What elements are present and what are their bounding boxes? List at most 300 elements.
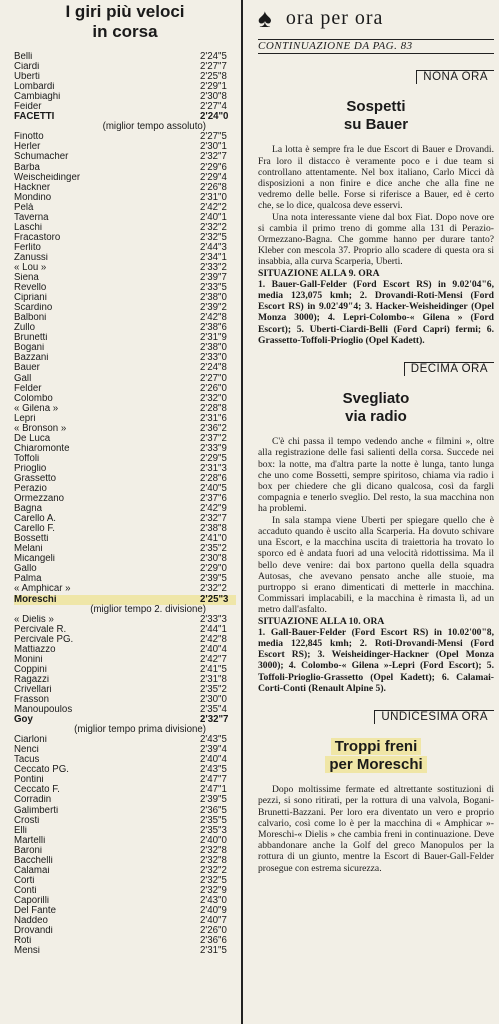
driver-name: Ciardi bbox=[14, 62, 40, 73]
lap-time-row bbox=[14, 564, 236, 574]
lap-time: 2'31"5 bbox=[200, 946, 227, 957]
lap-time: 2'32"8 bbox=[200, 845, 227, 856]
lap-time-row bbox=[14, 906, 236, 916]
lap-time: 2'25"8 bbox=[200, 72, 227, 83]
section-tag-ninth-hour bbox=[258, 70, 494, 84]
driver-name: Fracastoro bbox=[14, 232, 61, 243]
lap-time: 2'42"9 bbox=[200, 504, 227, 515]
lap-time: 2'38"0 bbox=[200, 293, 227, 304]
driver-name: Martelli bbox=[14, 835, 46, 846]
driver-name: Cambiaghi bbox=[14, 92, 61, 103]
lap-time-row bbox=[14, 404, 236, 414]
driver-name: Bagna bbox=[14, 504, 43, 515]
lap-time-row bbox=[14, 183, 236, 193]
driver-name: Baroni bbox=[14, 845, 43, 856]
standings-heading: SITUAZIONE ALLA 10. ORA bbox=[258, 615, 385, 627]
continuation-line: CONTINUAZIONE DA PAG. 83 bbox=[258, 39, 494, 54]
driver-name: Micangeli bbox=[14, 554, 55, 565]
lap-time: 2'29"0 bbox=[200, 564, 227, 575]
driver-name: Del Fante bbox=[14, 905, 56, 916]
section-tag-tenth-hour bbox=[258, 362, 494, 376]
lap-times-column bbox=[14, 2, 236, 956]
driver-name: Balboni bbox=[14, 313, 47, 324]
lap-time-row bbox=[14, 52, 236, 62]
lap-time-row bbox=[14, 444, 236, 454]
driver-name: Carello A. bbox=[14, 514, 56, 525]
driver-name: Toffoli bbox=[14, 453, 40, 464]
lap-time: 2'39"4 bbox=[200, 745, 227, 756]
driver-name: Weischeidinger bbox=[14, 172, 81, 183]
lap-time-row bbox=[14, 625, 236, 635]
lap-time: 2'27"7 bbox=[200, 62, 227, 73]
lap-time-row bbox=[14, 203, 236, 213]
lap-time: 2'37"2 bbox=[200, 433, 227, 444]
driver-name: Schumacher bbox=[14, 152, 69, 163]
lap-times-heading-line-2: in corsa bbox=[92, 22, 158, 41]
lap-time: 2'47"1 bbox=[200, 785, 227, 796]
lap-time: 2'43"5 bbox=[200, 735, 227, 746]
headline-text: Troppi freni bbox=[331, 738, 422, 755]
lap-time-row bbox=[14, 806, 236, 816]
driver-name: Drovandi bbox=[14, 926, 53, 937]
lap-time-row bbox=[14, 695, 236, 705]
lap-time-row bbox=[14, 253, 236, 263]
driver-name: FACETTI bbox=[14, 112, 55, 123]
lap-time-row bbox=[14, 102, 236, 112]
lap-time: 2'33"3 bbox=[200, 614, 227, 625]
lap-time: 2'30"8 bbox=[200, 554, 227, 565]
lap-time: 2'25"3 bbox=[200, 594, 229, 605]
lap-time-row bbox=[14, 765, 236, 775]
lap-times-list bbox=[14, 52, 236, 956]
lap-time-row bbox=[14, 866, 236, 876]
driver-name: Frasson bbox=[14, 695, 49, 705]
lap-times-group-a bbox=[14, 52, 236, 122]
lap-time: 2'36"6 bbox=[200, 936, 227, 947]
lap-time-row bbox=[14, 745, 236, 755]
driver-name: Monini bbox=[14, 654, 43, 665]
driver-name: Revello bbox=[14, 283, 47, 294]
lap-time-row bbox=[14, 946, 236, 956]
driver-name: Pelà bbox=[14, 202, 34, 213]
driver-name: Caporilli bbox=[14, 895, 49, 906]
lap-time: 2'39"7 bbox=[200, 273, 227, 284]
driver-name: Colombo bbox=[14, 393, 53, 404]
lap-times-group-c bbox=[14, 615, 236, 726]
driver-name: Conti bbox=[14, 885, 37, 896]
lap-time: 2'41"0 bbox=[200, 534, 227, 545]
lap-time-row bbox=[14, 434, 236, 444]
driver-name: « Bronson » bbox=[14, 423, 67, 434]
driver-name: Finotto bbox=[14, 132, 44, 143]
lap-time-row bbox=[14, 735, 236, 745]
lap-time-row bbox=[14, 785, 236, 795]
lap-time-row bbox=[14, 574, 236, 584]
driver-name: Hackner bbox=[14, 182, 51, 193]
best-overall-note: (miglior tempo assoluto) bbox=[102, 121, 206, 133]
lap-time: 2'39"5 bbox=[200, 795, 227, 806]
lap-time: 2'35"2 bbox=[200, 544, 227, 555]
lap-time: 2'42"8 bbox=[200, 634, 227, 645]
lap-time-row bbox=[14, 675, 236, 685]
driver-name: Galimberti bbox=[14, 805, 59, 816]
lap-time: 2'34"1 bbox=[200, 252, 227, 263]
lap-time-row bbox=[14, 856, 236, 866]
article-paragraph: C'è chi passa il tempo vedendo anche « filmini », oltre alla registrazione delle fasi salienti della corsa. Succede nei box: la notte, ma d'altra parte la notte è lunga, tanto lunga che uno come Bossetti, sempre spiritoso, chiama via radio i box per chiedere che gli dicano qualcosa, così da fargli compagnia e tenerlo sveglio. Del resto, la sua macchina non ha problemi. bbox=[258, 436, 494, 515]
lap-time: 2'44"1 bbox=[200, 624, 227, 635]
driver-name: « Amphicar » bbox=[14, 584, 71, 595]
lap-time: 2'38"6 bbox=[200, 323, 227, 334]
lap-time: 2'43"0 bbox=[200, 895, 227, 906]
driver-name: Herler bbox=[14, 142, 41, 153]
article-headline-3 bbox=[258, 738, 494, 774]
lap-times-group-b bbox=[14, 132, 236, 604]
lap-time-row bbox=[14, 534, 236, 544]
lap-time: 2'35"3 bbox=[200, 825, 227, 836]
driver-name: Chiaromonte bbox=[14, 443, 70, 454]
lap-time: 2'27"4 bbox=[200, 102, 227, 113]
lap-time: 2'33"9 bbox=[200, 443, 227, 454]
driver-name: Felder bbox=[14, 383, 42, 394]
lap-time: 2'43"5 bbox=[200, 765, 227, 776]
driver-name: Naddeo bbox=[14, 916, 48, 927]
lap-time-row bbox=[14, 283, 236, 293]
lap-time: 2'38"0 bbox=[200, 343, 227, 354]
headline-line bbox=[258, 738, 494, 756]
lap-time: 2'35"5 bbox=[200, 815, 227, 826]
standings-text: 1. Gall-Bauer-Felder (Ford Escort RS) in 10.02'00"8, media 122,845 kmh; 2. Roti-Drovandi-Mensi (Ford Escort RS); 3. Weisheidinger-Hackner (Opel Monza 3000); 4. Colombo-« Gilena »-Lepri (Ford Escort); 5. Toffoli-Prioglio-Grassetto (Opel Kadett); 6. Calamai-Corti-Conti (Renault Alpine 5). bbox=[258, 626, 494, 694]
lap-time-row bbox=[14, 645, 236, 655]
driver-name: « Lou » bbox=[14, 262, 47, 273]
lap-time: 2'37"6 bbox=[200, 494, 227, 505]
lap-time-row bbox=[14, 584, 236, 594]
column-divider bbox=[241, 0, 243, 1024]
lap-time: 2'30"0 bbox=[200, 695, 227, 705]
lap-time: 2'39"5 bbox=[200, 574, 227, 585]
lap-time-row bbox=[14, 363, 236, 373]
lap-time-row bbox=[14, 223, 236, 233]
lap-time: 2'40"1 bbox=[200, 212, 227, 223]
lap-time-row bbox=[14, 353, 236, 363]
driver-name: Nenci bbox=[14, 745, 39, 756]
driver-name: Pontini bbox=[14, 775, 44, 786]
lap-time: 2'32"7 bbox=[200, 715, 229, 726]
headline-line: via radio bbox=[345, 408, 407, 426]
section-tag-label: DECIMA ORA bbox=[404, 362, 494, 376]
standings-text: 1. Bauer-Gall-Felder (Ford Escort RS) in 9.02'04"6, media 123,075 kmh; 2. Drovandi-Roti-Mensi (Ford Escort RS) in 9.02'49"4; 3. Hacker-Weisheidinger (Opel Monza 3000); 4. Lepri-Colombo-« Gilena » (Ford Escort); 5. Uberti-Ciardi-Belli (Ford Capri) fermi; 6. Grassetto-Toffoli-Prioglio (Opel Kadett). bbox=[258, 278, 494, 346]
lap-time: 2'24"0 bbox=[200, 112, 229, 123]
driver-name: Prioglio bbox=[14, 463, 47, 474]
lap-time: 2'40"4 bbox=[200, 644, 227, 655]
standings-heading: SITUAZIONE ALLA 9. ORA bbox=[258, 267, 380, 279]
driver-name: Percivale PG. bbox=[14, 634, 74, 645]
lap-time-row bbox=[14, 876, 236, 886]
lap-time-row bbox=[14, 936, 236, 946]
lap-time-row bbox=[14, 775, 236, 785]
driver-name: Gallo bbox=[14, 564, 37, 575]
lap-time-row bbox=[14, 193, 236, 203]
lap-time: 2'32"2 bbox=[200, 222, 227, 233]
lap-time: 2'33"0 bbox=[200, 353, 227, 364]
lap-time-row bbox=[14, 82, 236, 92]
driver-name: Gall bbox=[14, 373, 32, 384]
lap-time-row bbox=[14, 665, 236, 675]
lap-time: 2'27"5 bbox=[200, 132, 227, 143]
lap-time: 2'28"8 bbox=[200, 403, 227, 414]
lap-time-row bbox=[14, 132, 236, 142]
driver-name: « Dielis » bbox=[14, 614, 54, 625]
driver-name: Carello F. bbox=[14, 524, 55, 535]
driver-name: Ceccato F. bbox=[14, 785, 60, 796]
masthead-title: ora per ora bbox=[285, 7, 384, 30]
lap-time: 2'47"7 bbox=[200, 775, 227, 786]
lap-time: 2'30"1 bbox=[200, 142, 227, 153]
driver-name: Zullo bbox=[14, 323, 35, 334]
driver-name: Roti bbox=[14, 936, 32, 947]
driver-name: Scardino bbox=[14, 303, 53, 314]
lap-time: 2'32"5 bbox=[200, 875, 227, 886]
lap-time: 2'40"5 bbox=[200, 484, 227, 495]
driver-name: Ferlito bbox=[14, 242, 41, 253]
masthead bbox=[258, 0, 494, 38]
lap-time: 2'36"2 bbox=[200, 423, 227, 434]
driver-name: Bossetti bbox=[14, 534, 49, 545]
driver-name: Siena bbox=[14, 273, 39, 284]
driver-name: Mattiazzo bbox=[14, 644, 56, 655]
lap-times-heading bbox=[14, 2, 236, 42]
lap-time: 2'32"2 bbox=[200, 584, 227, 595]
lap-time-row bbox=[14, 92, 236, 102]
article-headline-1 bbox=[258, 98, 494, 134]
lap-times-group-d bbox=[14, 735, 236, 956]
lap-time-row bbox=[14, 313, 236, 323]
driver-name: Tacus bbox=[14, 755, 40, 766]
driver-name: Laschi bbox=[14, 222, 43, 233]
driver-name: Crivellari bbox=[14, 684, 52, 695]
driver-name: Bauer bbox=[14, 363, 40, 374]
driver-name: Feider bbox=[14, 102, 42, 113]
lap-time-row bbox=[14, 655, 236, 665]
article-headline-2 bbox=[258, 390, 494, 426]
driver-name: Goy bbox=[14, 715, 33, 726]
lap-time: 2'31"3 bbox=[200, 463, 227, 474]
driver-name: Crosti bbox=[14, 815, 40, 826]
driver-name: Calamai bbox=[14, 865, 50, 876]
lap-time: 2'33"2 bbox=[200, 262, 227, 273]
driver-name: Moreschi bbox=[14, 594, 57, 605]
driver-name: Uberti bbox=[14, 72, 40, 83]
driver-name: Mensi bbox=[14, 946, 40, 957]
driver-name: Belli bbox=[14, 52, 33, 62]
lap-time-row bbox=[14, 514, 236, 524]
lap-time-row bbox=[14, 173, 236, 183]
driver-name: Zanussi bbox=[14, 252, 48, 263]
lap-time-row bbox=[14, 62, 236, 72]
lap-time-row bbox=[14, 263, 236, 273]
lap-time: 2'30"8 bbox=[200, 92, 227, 103]
headline-line: Svegliato bbox=[342, 390, 410, 408]
lap-time-row bbox=[14, 635, 236, 645]
driver-name: Bacchelli bbox=[14, 855, 53, 866]
lap-time-row bbox=[14, 72, 236, 82]
lap-time-row bbox=[14, 795, 236, 805]
lap-time: 2'32"0 bbox=[200, 393, 227, 404]
lap-time: 2'29"5 bbox=[200, 453, 227, 464]
lap-time-row bbox=[14, 896, 236, 906]
driver-name: Melani bbox=[14, 544, 43, 555]
lap-time: 2'35"4 bbox=[200, 705, 227, 716]
lap-time-row bbox=[14, 333, 236, 343]
lap-times-heading-line-1: I giri più veloci bbox=[65, 2, 185, 21]
lap-time: 2'27"0 bbox=[200, 373, 227, 384]
headline-line: Sospetti bbox=[346, 98, 406, 116]
article-paragraph: La lotta è sempre fra le due Escort di Bauer e Drovandi. Fra loro il distacco è veramente poco e i due team si controllano attentamente. Nel box italiano, Carlo Micci dà disposizioni a non finire e dice anche che alla fine ne vedremo delle belle. Forse si riferisce a Bauer, ed è certo che, se lo dice, qualcosa deve esservi. bbox=[258, 144, 494, 212]
driver-name: Ormezzano bbox=[14, 494, 65, 505]
driver-name: Ragazzi bbox=[14, 674, 49, 685]
lap-time-row bbox=[14, 152, 236, 162]
lap-time: 2'41"5 bbox=[200, 664, 227, 675]
lap-time: 2'32"8 bbox=[200, 855, 227, 866]
lap-time: 2'36"5 bbox=[200, 805, 227, 816]
driver-name: Cipriani bbox=[14, 293, 47, 304]
lap-time-row bbox=[14, 524, 236, 534]
article-paragraph: Una nota interessante viene dal box Fiat. Dopo nove ore si cambia il primo treno di gomme alla 131 di Perazio-Ormezzano-Bagna. Che gomme hanno per durare tanto? Kleber con mescola 37. Proprio allo scadere di questa ora si insabbia, alla curva Scarperia, Uberti. bbox=[258, 211, 494, 268]
lap-time: 2'40"7 bbox=[200, 916, 227, 927]
lap-time-row bbox=[14, 685, 236, 695]
lap-time: 2'42"8 bbox=[200, 313, 227, 324]
driver-name: Grassetto bbox=[14, 473, 56, 484]
lap-time-row bbox=[14, 484, 236, 494]
lap-time: 2'32"7 bbox=[200, 514, 227, 525]
article-paragraph: Dopo moltissime fermate ed altrettante sostituzioni di pezzi, si sono ritirati, per la rottura di una valvola, Bogani-Brunetti-Bazzani. Per loro era diventato un vero e proprio calvario, così come lo è per la macchina di « Amphicar »-Moreschi-« Dielis » che cambia freni in continuazione. Deve abbandonare anche la Golf del greco Manopulos per la rottura di un giunto, mentre la Escort di Bauer-Gall-Felder prosegue con estrema sicurezza. bbox=[258, 784, 494, 874]
best-division-2-note: (miglior tempo 2. divisione) bbox=[90, 603, 206, 615]
driver-name: Lombardi bbox=[14, 82, 55, 93]
lap-time-row bbox=[14, 142, 236, 152]
lap-time: 2'40"4 bbox=[200, 755, 227, 766]
section-tag-label: UNDICESIMA ORA bbox=[374, 710, 494, 724]
driver-name: Brunetti bbox=[14, 333, 48, 344]
driver-name: Bazzani bbox=[14, 353, 49, 364]
lap-time-row bbox=[14, 846, 236, 856]
lap-time: 2'42"2 bbox=[200, 202, 227, 213]
driver-name: Corradin bbox=[14, 795, 52, 806]
driver-name: Palma bbox=[14, 574, 42, 585]
lap-time-row bbox=[14, 233, 236, 243]
lap-time-row bbox=[14, 243, 236, 253]
lap-time-row bbox=[14, 384, 236, 394]
best-division-1-note: (miglior tempo prima divisione) bbox=[74, 724, 206, 736]
lap-time-row bbox=[14, 374, 236, 384]
driver-name: Perazio bbox=[14, 484, 47, 495]
lap-time-row bbox=[14, 615, 236, 625]
lap-time: 2'24"5 bbox=[200, 52, 227, 62]
driver-name: Lepri bbox=[14, 413, 36, 424]
lap-time: 2'32"5 bbox=[200, 232, 227, 243]
driver-name: Barba bbox=[14, 162, 40, 173]
lap-time-row bbox=[14, 755, 236, 765]
lap-time-row bbox=[14, 916, 236, 926]
driver-name: Manoupoulos bbox=[14, 705, 73, 716]
lap-time-row bbox=[14, 464, 236, 474]
lap-time: 2'32"7 bbox=[200, 152, 227, 163]
lap-time-row bbox=[14, 504, 236, 514]
lap-time-row bbox=[14, 816, 236, 826]
lap-time-row bbox=[14, 836, 236, 846]
lap-time: 2'40"9 bbox=[200, 905, 227, 916]
driver-name: Elli bbox=[14, 825, 27, 836]
lap-time: 2'33"5 bbox=[200, 283, 227, 294]
lap-time-row bbox=[14, 705, 236, 715]
article-paragraph: In sala stampa viene Uberti per spiegare quello che è accaduto quando è uscito alla Scarperia. Ha dovuto schivare una Escort, e la macchina uscita di traiettoria ha trovato lo sporco ed è andata fuori ad una velocità ridottissima. Ma il bello deve venire: dai box partono quella della squadra Autosas, che avevano pensato anche alle stuoie, ma purtroppo si erano dimenticati di metterle in macchina. Commissari implacabili, e la macchina è rimasta lì, ad un metro dall'asfalto. bbox=[258, 514, 494, 616]
lap-time-row bbox=[14, 213, 236, 223]
lap-time: 2'29"4 bbox=[200, 172, 227, 183]
lap-time-row bbox=[14, 303, 236, 313]
lap-time: 2'38"8 bbox=[200, 524, 227, 535]
lap-time: 2'42"7 bbox=[200, 654, 227, 665]
lap-time-row bbox=[14, 343, 236, 353]
lap-time: 2'31"8 bbox=[200, 674, 227, 685]
spade-icon: ♠ bbox=[258, 4, 272, 33]
lap-time-row bbox=[14, 454, 236, 464]
driver-name: Taverna bbox=[14, 212, 49, 223]
lap-time-row bbox=[14, 414, 236, 424]
headline-text: per Moreschi bbox=[325, 756, 426, 773]
lap-time: 2'26"8 bbox=[200, 182, 227, 193]
section-tag-eleventh-hour bbox=[258, 710, 494, 724]
lap-time: 2'31"6 bbox=[200, 413, 227, 424]
lap-time-row bbox=[14, 926, 236, 936]
driver-name: Mondino bbox=[14, 192, 52, 203]
headline-line: su Bauer bbox=[343, 116, 409, 134]
lap-time: 2'29"1 bbox=[200, 82, 227, 93]
lap-time-row bbox=[14, 293, 236, 303]
lap-time: 2'35"2 bbox=[200, 684, 227, 695]
lap-time: 2'28"6 bbox=[200, 473, 227, 484]
lap-time-row bbox=[14, 554, 236, 564]
lap-time: 2'26"0 bbox=[200, 383, 227, 394]
lap-time-row bbox=[14, 474, 236, 484]
driver-name: De Luca bbox=[14, 433, 51, 444]
driver-name: Bogani bbox=[14, 343, 45, 354]
lap-time-row bbox=[14, 826, 236, 836]
lap-time-row bbox=[14, 544, 236, 554]
lap-time: 2'32"9 bbox=[200, 885, 227, 896]
driver-name: Percivale R. bbox=[14, 624, 67, 635]
driver-name: « Gilena » bbox=[14, 403, 59, 414]
lap-time: 2'31"9 bbox=[200, 333, 227, 344]
lap-time: 2'31"0 bbox=[200, 192, 227, 203]
lap-time: 2'39"2 bbox=[200, 303, 227, 314]
section-tag-label: NONA ORA bbox=[416, 70, 494, 84]
lap-time-row bbox=[14, 886, 236, 896]
lap-time: 2'26"0 bbox=[200, 926, 227, 937]
lap-time: 2'44"3 bbox=[200, 242, 227, 253]
lap-time: 2'29"6 bbox=[200, 162, 227, 173]
lap-time: 2'40"0 bbox=[200, 835, 227, 846]
lap-time-row bbox=[14, 494, 236, 504]
lap-time-row bbox=[14, 394, 236, 404]
driver-name: Corti bbox=[14, 875, 35, 886]
lap-time-row bbox=[14, 163, 236, 173]
driver-name: Coppini bbox=[14, 664, 47, 675]
lap-time-row bbox=[14, 273, 236, 283]
driver-name: Ceccato PG. bbox=[14, 765, 69, 776]
hour-by-hour-column bbox=[258, 0, 494, 874]
lap-time-row bbox=[14, 323, 236, 333]
driver-name: Ciarloni bbox=[14, 735, 47, 746]
lap-time: 2'32"2 bbox=[200, 865, 227, 876]
lap-time-row bbox=[14, 424, 236, 434]
